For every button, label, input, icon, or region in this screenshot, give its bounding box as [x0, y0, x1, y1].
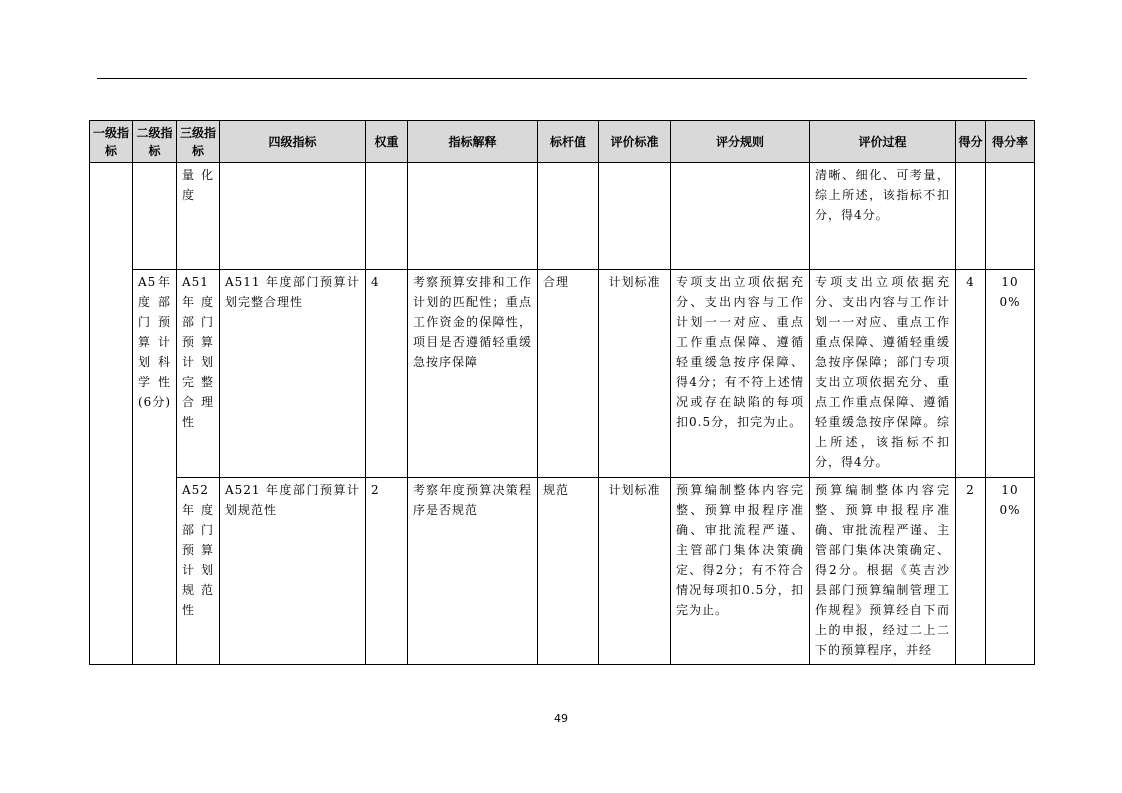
process-cell: 专项支出立项依据充分、支出内容与工作计划一一对应、重点工作重点保障、遵循轻重缓急按序保障；部门专项支出立项依据充分、重点工作重点保障、遵循轻重缓急按序保障。综上所述，该指标不扣分，得4分。 [815, 275, 950, 469]
header-level1: 一级指标 [90, 121, 133, 163]
benchmark-cell: 规范 [543, 483, 570, 497]
header-level3: 三级指标 [177, 121, 220, 163]
evaluation-table [89, 120, 1035, 665]
score-cell: 4 [966, 275, 975, 289]
level3-cell: A51年度部门预算计划完整合理性 [182, 275, 214, 429]
rule-cell: 预算编制整体内容完整、预算申报程序准确、审批流程严谨、主管部门集体决策确定、得2分；有不符合情况每项扣0.5分，扣完为止。 [676, 483, 804, 617]
rate-cell: 100% [999, 483, 1021, 517]
header-rate: 得分率 [986, 121, 1035, 163]
level4-cell: A521 年度部门预算计划规范性 [225, 483, 360, 517]
weight-cell: 2 [371, 483, 380, 497]
level1-cell [90, 163, 133, 665]
standard-cell: 计划标准 [608, 483, 661, 497]
table-row [90, 163, 1035, 270]
header-process: 评价过程 [810, 121, 956, 163]
explain-cell: 考察年度预算决策程序是否规范 [413, 483, 532, 517]
level3-cell: A52年度部门预算计划规范性 [182, 483, 214, 617]
standard-cell: 计划标准 [608, 275, 661, 289]
header-standard: 评价标准 [599, 121, 671, 163]
header-score: 得分 [956, 121, 986, 163]
process-cell: 预算编制整体内容完整、预算申报程序准确、审批流程严谨、主管部门集体决策确定、得2分。根据《英吉沙县部门预算编制管理工作规程》预算经自下而上的申报，经过二上二下的预算程序，并经 [815, 483, 950, 657]
header-explain: 指标解释 [408, 121, 538, 163]
rule-cell: 专项支出立项依据充分、支出内容与工作计划一一对应、重点工作重点保障、遵循轻重缓急按序保障、得4分；有不符上述情况或存在缺陷的每项扣0.5分，扣完为止。 [676, 275, 804, 429]
rate-cell: 100% [999, 275, 1021, 309]
header-level4: 四级指标 [220, 121, 366, 163]
score-cell: 2 [966, 483, 975, 497]
header-rule [97, 78, 1027, 79]
process-cell: 清晰、细化、可考量，综上所述，该指标不扣分，得4分。 [815, 168, 950, 222]
level3-cell: 量化度 [182, 168, 214, 202]
weight-cell: 4 [371, 275, 380, 289]
table-header-row [90, 121, 1035, 163]
benchmark-cell: 合理 [543, 275, 570, 289]
explain-cell: 考察预算安排和工作计划的匹配性；重点工作资金的保障性，项目是否遵循轻重缓急按序保障 [413, 275, 532, 369]
table-row [90, 270, 1035, 478]
header-level2: 二级指标 [133, 121, 177, 163]
page-number: 49 [554, 712, 568, 725]
level4-cell: A511 年度部门预算计划完整合理性 [225, 275, 360, 309]
level2-cell: A5年度部门预算计划科学性(6分) [138, 275, 171, 409]
header-rule: 评分规则 [671, 121, 810, 163]
level2-cell-continued [133, 163, 177, 270]
table-row [90, 478, 1035, 665]
header-weight: 权重 [366, 121, 408, 163]
header-benchmark: 标杆值 [538, 121, 599, 163]
